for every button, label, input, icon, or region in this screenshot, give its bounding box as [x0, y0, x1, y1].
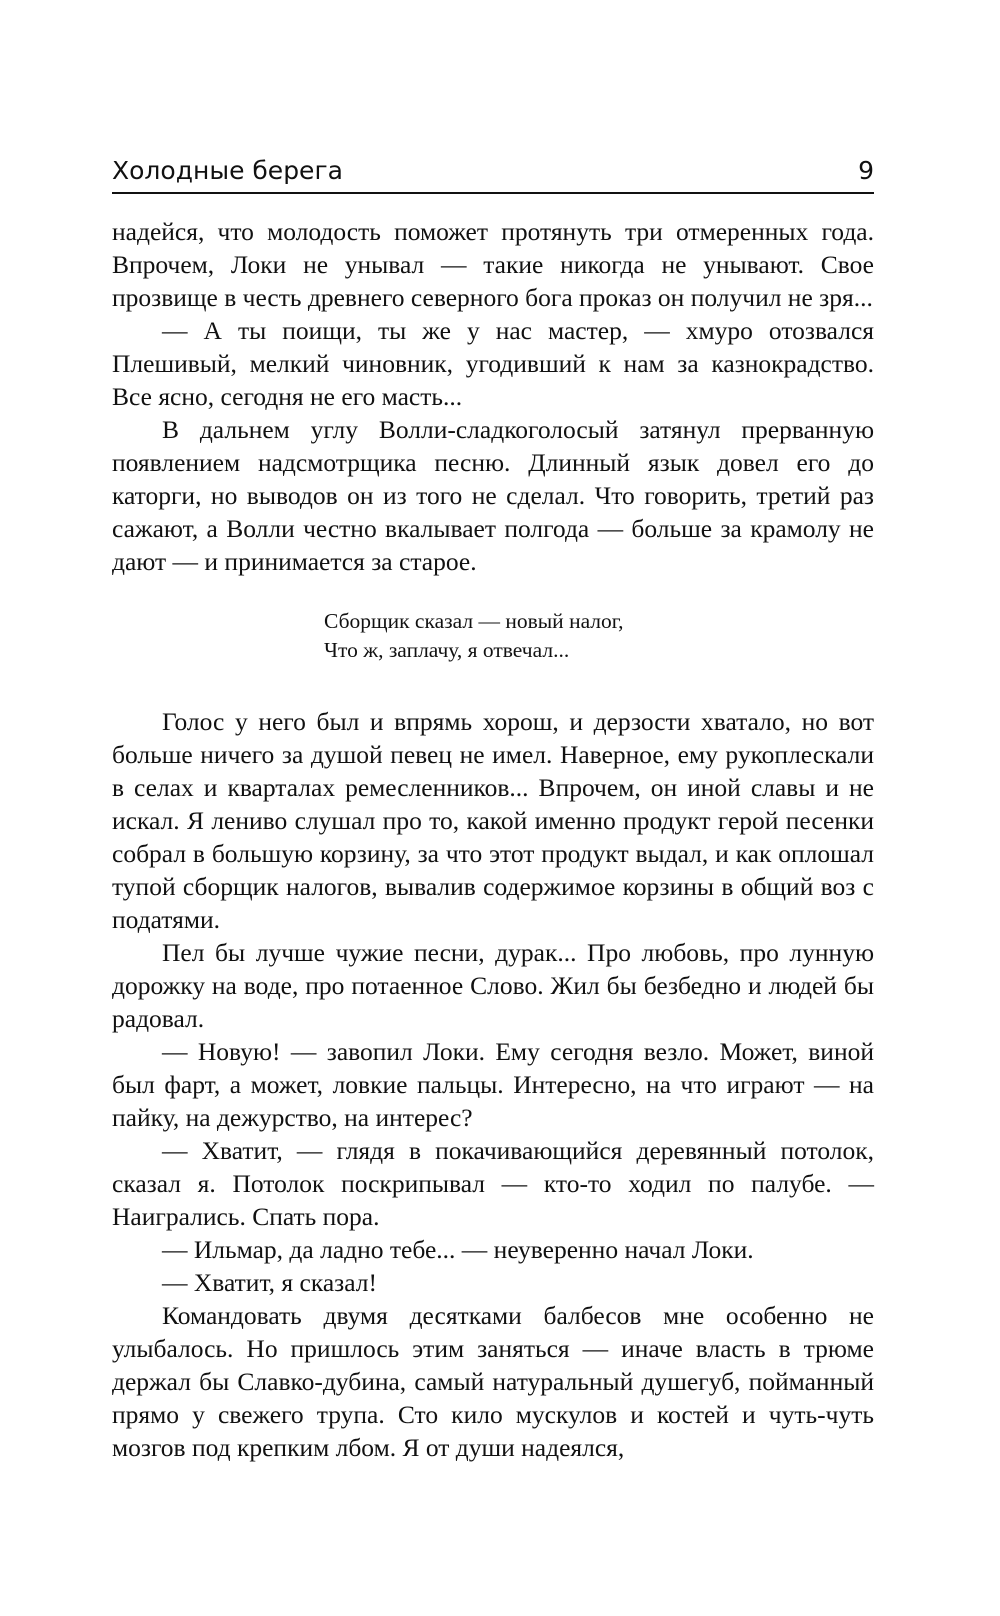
paragraph: — А ты поищи, ты же у нас мастер, — хмуро отозвался Плешивый, мелкий чиновник, угодивший к нам за казнокрадство. Все ясно, сегодня не его масть...	[112, 316, 874, 411]
page-number: 9	[858, 156, 874, 185]
paragraph: Голос у него был и впрямь хорош, и дерзости хватало, но вот больше ничего за душой певец не имел. Наверное, ему рукоплескали в селах и кварталах ремесленников... Впрочем, он иной славы и не искал. Я лениво слушал про то, какой именно продукт герой песенки собрал в большую корзину, за что этот продукт выдал, и как оплошал тупой сборщик налогов, вывалив содержимое корзины в общий воз с податями.	[112, 707, 874, 934]
paragraph: — Новую! — завопил Локи. Ему сегодня везло. Может, виной был фарт, а может, ловкие пальцы. Интересно, на что играют — на пайку, на дежурство, на интерес?	[112, 1037, 874, 1132]
paragraph: В дальнем углу Волли-сладкоголосый затянул прерванную появлением надсмотрщика песню. Длинный язык довел его до каторги, но выводов он из того не сделал. Что говорить, третий раз сажают, а Волли честно вкалывает полгода — больше за крамолу не дают — и принимается за старое.	[112, 415, 874, 576]
paragraph: Пел бы лучше чужие песни, дурак... Про любовь, про лунную дорожку на воде, про потаенное Слово. Жил бы безбедно и людей бы радовал.	[112, 938, 874, 1033]
paragraph: Командовать двумя десятками балбесов мне особенно не улыбалось. Но пришлось этим заняться — иначе власть в трюме держал бы Славко-дубина, самый натуральный душегуб, пойманный прямо у свежего трупа. Сто кило мускулов и костей и чуть-чуть мозгов под крепким лбом. Я от души надеялся,	[112, 1301, 874, 1462]
page-body	[112, 215, 874, 1464]
paragraph: — Хватит, я сказал!	[162, 1268, 377, 1297]
paragraph: надейся, что молодость поможет протянуть три отмеренных года. Впрочем, Локи не унывал — такие никогда не унывают. Свое прозвище в честь древнего северного бога проказ он получил не зря...	[112, 217, 874, 312]
song-verse	[324, 607, 874, 665]
paragraph: — Хватит, — глядя в покачивающийся деревянный потолок, сказал я. Потолок поскрипывал — кто-то ходил по палубе. — Наигрались. Спать пора.	[112, 1136, 874, 1231]
verse-line: Что ж, заплачу, я отвечал...	[324, 638, 570, 662]
paragraph: — Ильмар, да ладно тебе... — неуверенно начал Локи.	[162, 1235, 754, 1264]
running-title: Холодные берега	[112, 156, 343, 185]
verse-line: Сборщик сказал — новый налог,	[324, 609, 624, 633]
running-header	[112, 150, 874, 194]
